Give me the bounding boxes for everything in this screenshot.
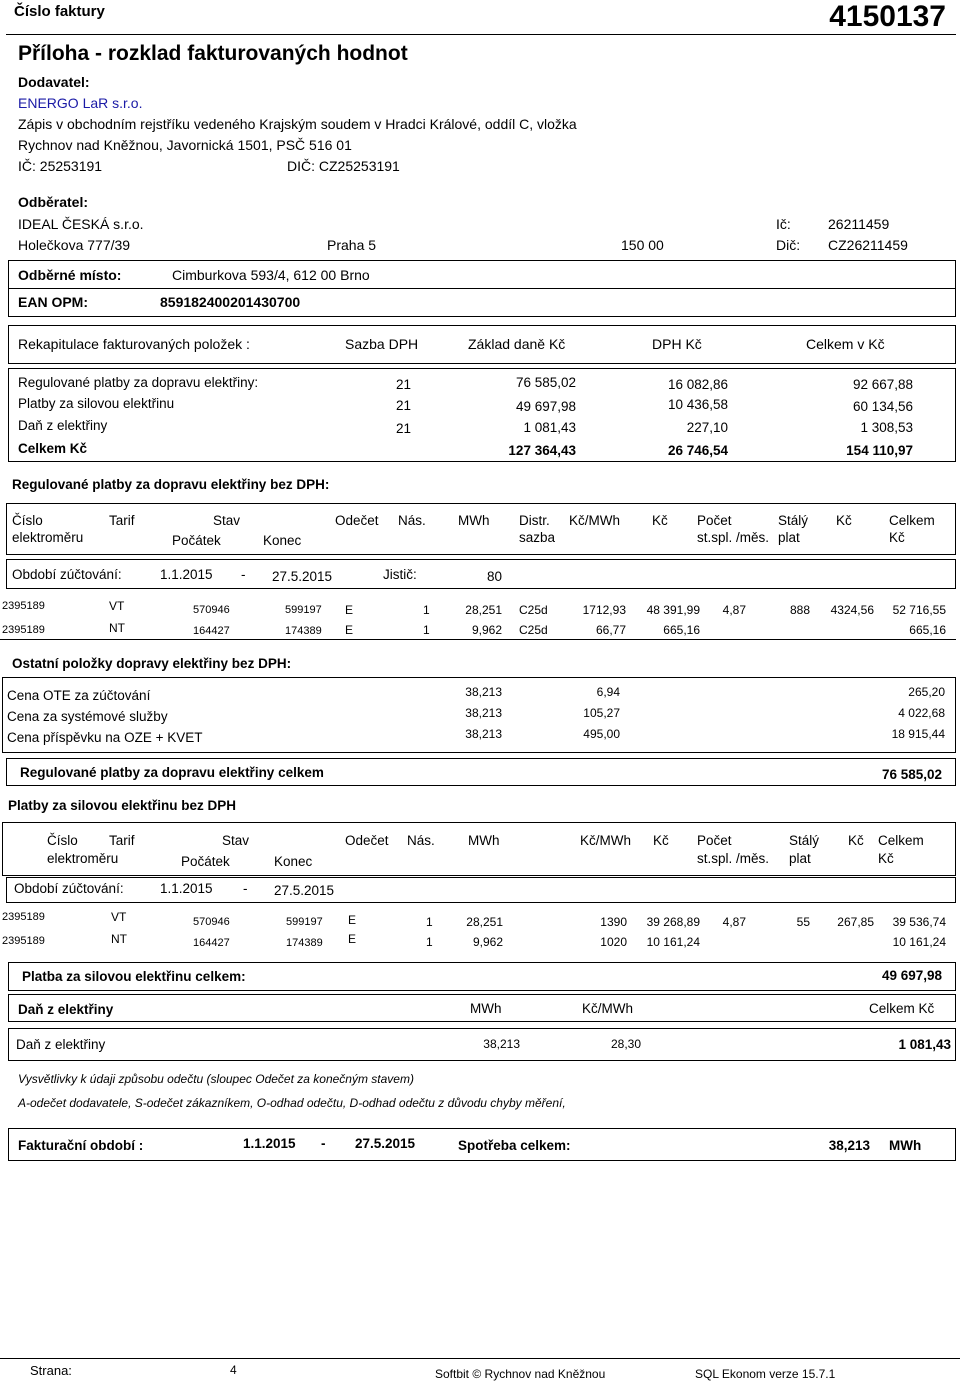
pw-head-konec: Konec — [274, 854, 313, 869]
invoice-number-label: Číslo faktury — [14, 3, 105, 20]
recap-row-total: 1 308,53 — [860, 420, 913, 435]
table-row-read: E — [345, 623, 354, 637]
reg-head-plat: plat — [778, 530, 800, 545]
list-item-mwh: 38,213 — [465, 727, 502, 741]
reg-head-celkem: Celkem — [889, 513, 935, 528]
power-header-box — [2, 822, 956, 876]
table-row-end: 174389 — [286, 937, 323, 949]
table-row-amount: 665,16 — [663, 623, 700, 637]
reg-head-kcmwh: Kč/MWh — [569, 513, 621, 528]
billing-unit: MWh — [889, 1138, 922, 1153]
reg-head-pocet: Počet — [697, 513, 732, 528]
pw-head-nas: Nás. — [407, 833, 435, 848]
table-row-end: 599197 — [285, 604, 322, 616]
table-row-fixed: 55 — [796, 915, 810, 929]
table-row-start: 570946 — [193, 916, 230, 928]
pw-period-label: Období zúčtování: — [14, 881, 124, 896]
tax-title: Daň z elektřiny — [18, 1002, 114, 1017]
reg-head-cislo: Číslo — [12, 513, 43, 528]
customer-dic-value: CZ26211459 — [828, 237, 908, 253]
table-row-rate: C25d — [519, 623, 548, 637]
table-row-meter: 2395189 — [2, 624, 45, 636]
recap-row-vat: 16 082,86 — [667, 377, 728, 392]
reg-head-pocatek: Počátek — [172, 533, 221, 548]
other-title: Ostatní položky dopravy elektřiny bez DPH: — [12, 656, 292, 671]
tax-row-mwh: 38,213 — [483, 1037, 520, 1051]
footer-software: Softbit © Rychnov nad Kněžnou — [435, 1367, 606, 1381]
table-row-end: 174389 — [285, 625, 322, 637]
table-row-tariff: NT — [111, 932, 127, 946]
reg-breaker-label: Jistič: — [383, 567, 417, 582]
ean-value: 859182400201430700 — [160, 294, 301, 310]
table-row-start: 164427 — [193, 625, 230, 637]
delivery-place-value: Cimburkova 593/4, 612 00 Brno — [172, 267, 370, 283]
reg-period-to: 27.5.2015 — [272, 569, 333, 584]
reg-head-stav: Stav — [213, 513, 241, 528]
billing-period-label: Fakturační období : — [18, 1138, 144, 1153]
customer-name: IDEAL ČESKÁ s.r.o. — [18, 216, 144, 232]
table-row-start: 570946 — [193, 604, 230, 616]
customer-ic-value: 26211459 — [828, 216, 890, 232]
reg-period-label: Období zúčtování: — [12, 567, 122, 582]
customer-zip: 150 00 — [621, 237, 664, 253]
table-row-total: 665,16 — [909, 623, 946, 637]
reg-head-elektromeru: elektroměru — [12, 530, 84, 545]
reg-period-dash: - — [241, 567, 246, 582]
reg-head-mwh: MWh — [458, 513, 490, 528]
footer-version: SQL Ekonom verze 15.7.1 — [695, 1367, 836, 1381]
tax-row-price: 28,30 — [610, 1037, 641, 1051]
table-row-mult: 1 — [423, 603, 430, 617]
recap-header-rate: Sazba DPH — [345, 336, 419, 352]
pw-head-kc: Kč — [653, 833, 669, 848]
table-row-mwh: 9,962 — [472, 935, 503, 949]
table-row-tariff: VT — [109, 599, 125, 613]
list-item-total: 18 915,44 — [891, 727, 945, 741]
reg-head-kc2: Kč — [836, 513, 852, 528]
table-row-tariff: NT — [109, 621, 125, 635]
tax-col-mwh: MWh — [470, 1001, 502, 1016]
table-row-mwh: 28,251 — [466, 915, 503, 929]
table-row-end: 599197 — [286, 916, 323, 928]
table-row-amount: 39 268,89 — [646, 915, 700, 929]
table-row-mult: 1 — [426, 915, 433, 929]
table-row-read: E — [348, 932, 357, 946]
pw-head-plat: plat — [789, 851, 811, 866]
pw-period-to: 27.5.2015 — [274, 883, 335, 898]
reg-head-odecet: Odečet — [335, 513, 379, 528]
power-total-label: Platba za silovou elektřinu celkem: — [22, 969, 246, 984]
billing-consumption-label: Spotřeba celkem: — [458, 1138, 571, 1153]
recap-row-name: Daň z elektřiny — [18, 418, 108, 433]
delivery-place-label: Odběrné místo: — [18, 267, 122, 283]
table-row-amount: 48 391,99 — [646, 603, 700, 617]
recap-row-base: 49 697,98 — [515, 399, 576, 414]
list-item-name: Cena příspěvku na OZE + KVET — [7, 730, 203, 745]
pw-head-pocet: Počet — [697, 833, 732, 848]
table-row-meter: 2395189 — [2, 600, 45, 612]
power-total-value: 49 697,98 — [881, 968, 942, 983]
billing-period-dash: - — [321, 1136, 326, 1151]
table-row-total: 39 536,74 — [892, 915, 946, 929]
billing-period-to: 27.5.2015 — [355, 1136, 416, 1151]
recap-row-vat: 227,10 — [686, 420, 728, 435]
regulated-title: Regulované platby za dopravu elektřiny bez DPH: — [12, 477, 330, 492]
recap-row-name: Regulované platby za dopravu elektřiny: — [18, 375, 259, 390]
pw-head-stav: Stav — [222, 833, 250, 848]
customer-dic-label: Dič: — [776, 237, 801, 253]
pw-head-elektromeru: elektroměru — [47, 851, 119, 866]
list-item-name: Cena za systémové služby — [7, 709, 168, 724]
table-row-start: 164427 — [193, 937, 230, 949]
recap-row-total: 60 134,56 — [852, 399, 913, 414]
reg-head-staly: Stálý — [778, 513, 809, 528]
regulated-total-label: Regulované platby za dopravu elektřiny celkem — [20, 765, 324, 780]
table-row-total: 10 161,24 — [892, 935, 946, 949]
list-item-total: 265,20 — [908, 685, 945, 699]
pw-head-mwh: MWh — [468, 833, 500, 848]
pw-head-kcmwh: Kč/MWh — [580, 833, 632, 848]
reg-head-kc: Kč — [652, 513, 668, 528]
supplier-register: Zápis v obchodním rejstříku vedeného Krajským soudem v Hradci Králové, oddíl C, vložka — [18, 116, 577, 132]
table-row-amount: 10 161,24 — [646, 935, 700, 949]
regulated-period-box — [6, 559, 956, 589]
pw-head-cislo: Číslo — [47, 833, 78, 848]
table-row-mwh: 28,251 — [465, 603, 502, 617]
invoice-number: 4150137 — [829, 0, 946, 33]
pw-head-pocatek: Počátek — [181, 854, 230, 869]
table-row-price: 1712,93 — [582, 603, 626, 617]
tax-col-price: Kč/MWh — [582, 1001, 634, 1016]
recap-sum-total: 154 110,97 — [846, 443, 913, 458]
table-row-rate: C25d — [519, 603, 548, 617]
table-row-fixed-kc: 267,85 — [837, 915, 874, 929]
recap-row-vat: 10 436,58 — [667, 397, 728, 412]
table-row-mult: 1 — [426, 935, 433, 949]
recap-header-base: Základ daně Kč — [468, 336, 566, 352]
reg-head-sazba: sazba — [519, 530, 556, 545]
tax-row-name: Daň z elektřiny — [16, 1037, 106, 1052]
customer-ic-label: Ič: — [776, 216, 791, 232]
recap-row-total: 92 667,88 — [852, 377, 913, 392]
recap-sum-label: Celkem Kč — [18, 441, 88, 456]
pw-head-tarif: Tarif — [109, 833, 135, 848]
table-row-read: E — [345, 603, 354, 617]
pw-head-odecet: Odečet — [345, 833, 389, 848]
recap-header-total: Celkem v Kč — [806, 336, 885, 352]
table-row-tariff: VT — [111, 910, 127, 924]
table-row-fixed: 888 — [789, 603, 810, 617]
recap-sum-vat: 26 746,54 — [667, 443, 728, 458]
notes-line-2: A-odečet dodavatele, S-odečet zákazníkem, O-odhad odečtu, D-odhad odečtu z důvodu chyby měření, — [18, 1096, 566, 1110]
supplier-ic: IČ: 25253191 — [18, 158, 103, 174]
supplier-label: Dodavatel: — [18, 74, 90, 90]
recap-header-vat: DPH Kč — [652, 336, 702, 352]
recap-row-rate: 21 — [396, 377, 412, 392]
power-title: Platby za silovou elektřinu bez DPH — [8, 798, 237, 813]
list-item-price: 6,94 — [596, 685, 620, 699]
regulated-rows-divider — [0, 639, 956, 640]
billing-consumption-value: 38,213 — [828, 1138, 870, 1153]
billing-period-from: 1.1.2015 — [243, 1136, 296, 1151]
table-row-price: 1020 — [600, 935, 627, 949]
power-period-box — [6, 877, 956, 903]
list-item-total: 4 022,68 — [898, 706, 945, 720]
reg-head-tarif: Tarif — [109, 513, 135, 528]
regulated-total-value: 76 585,02 — [881, 767, 942, 782]
tax-col-total: Celkem Kč — [869, 1001, 935, 1016]
notes-line-1: Vysvětlivky k údaji způsobu odečtu (sloupec Odečet za konečným stavem) — [18, 1072, 414, 1086]
reg-head-distr: Distr. — [519, 513, 550, 528]
recap-row-base: 1 081,43 — [523, 420, 576, 435]
customer-city: Praha 5 — [327, 237, 377, 253]
pw-head-celkem: Celkem — [878, 833, 924, 848]
reg-head-stspl: st.spl. /měs. — [697, 530, 770, 545]
list-item-price: 495,00 — [583, 727, 620, 741]
recap-row-rate: 21 — [396, 398, 412, 413]
reg-head-konec: Konec — [263, 533, 302, 548]
table-row-mwh: 9,962 — [471, 623, 502, 637]
reg-breaker-value: 80 — [487, 569, 503, 584]
list-item-mwh: 38,213 — [465, 706, 502, 720]
recap-sum-base: 127 364,43 — [508, 443, 576, 458]
pw-period-dash: - — [243, 881, 248, 896]
recap-row-name: Platby za silovou elektřinu — [18, 396, 175, 411]
footer-page-label: Strana: — [30, 1363, 72, 1378]
pw-period-from: 1.1.2015 — [160, 881, 213, 896]
table-row-count: 4,87 — [722, 915, 746, 929]
reg-head-nas: Nás. — [398, 513, 426, 528]
table-row-total: 52 716,55 — [892, 603, 946, 617]
customer-street: Holečkova 777/39 — [18, 237, 131, 253]
supplier-name: ENERGO LaR s.r.o. — [18, 95, 143, 111]
reg-period-from: 1.1.2015 — [160, 567, 213, 582]
list-item-price: 105,27 — [583, 706, 620, 720]
pw-head-kc3: Kč — [878, 851, 894, 866]
recap-row-rate: 21 — [396, 421, 412, 436]
list-item-mwh: 38,213 — [465, 685, 502, 699]
pw-head-staly: Stálý — [789, 833, 820, 848]
reg-head-kc3: Kč — [889, 530, 905, 545]
recap-row-base: 76 585,02 — [515, 375, 576, 390]
page-title: Příloha - rozklad fakturovaných hodnot — [18, 42, 408, 65]
table-row-mult: 1 — [423, 623, 430, 637]
supplier-dic: DIČ: CZ25253191 — [287, 158, 400, 174]
table-row-read: E — [348, 913, 357, 927]
pw-head-stspl: st.spl. /měs. — [697, 851, 770, 866]
tax-row-total: 1 081,43 — [898, 1037, 951, 1052]
regulated-header-box — [6, 503, 956, 555]
table-row-meter: 2395189 — [2, 935, 45, 947]
table-row-count: 4,87 — [722, 603, 746, 617]
recap-header-items: Rekapitulace fakturovaných položek : — [18, 336, 250, 352]
footer-page-number: 4 — [230, 1363, 237, 1377]
footer-divider — [0, 1358, 960, 1359]
header-divider — [6, 34, 956, 35]
list-item-name: Cena OTE za zúčtování — [7, 688, 151, 703]
pw-head-kc2: Kč — [848, 833, 864, 848]
table-row-meter: 2395189 — [2, 911, 45, 923]
ean-label: EAN OPM: — [18, 294, 88, 310]
supplier-address: Rychnov nad Kněžnou, Javornická 1501, PSČ 516 01 — [18, 137, 352, 153]
delivery-divider — [8, 288, 956, 289]
customer-label: Odběratel: — [18, 194, 89, 210]
table-row-price: 66,77 — [595, 623, 626, 637]
table-row-fixed-kc: 4324,56 — [830, 603, 874, 617]
table-row-price: 1390 — [600, 915, 627, 929]
